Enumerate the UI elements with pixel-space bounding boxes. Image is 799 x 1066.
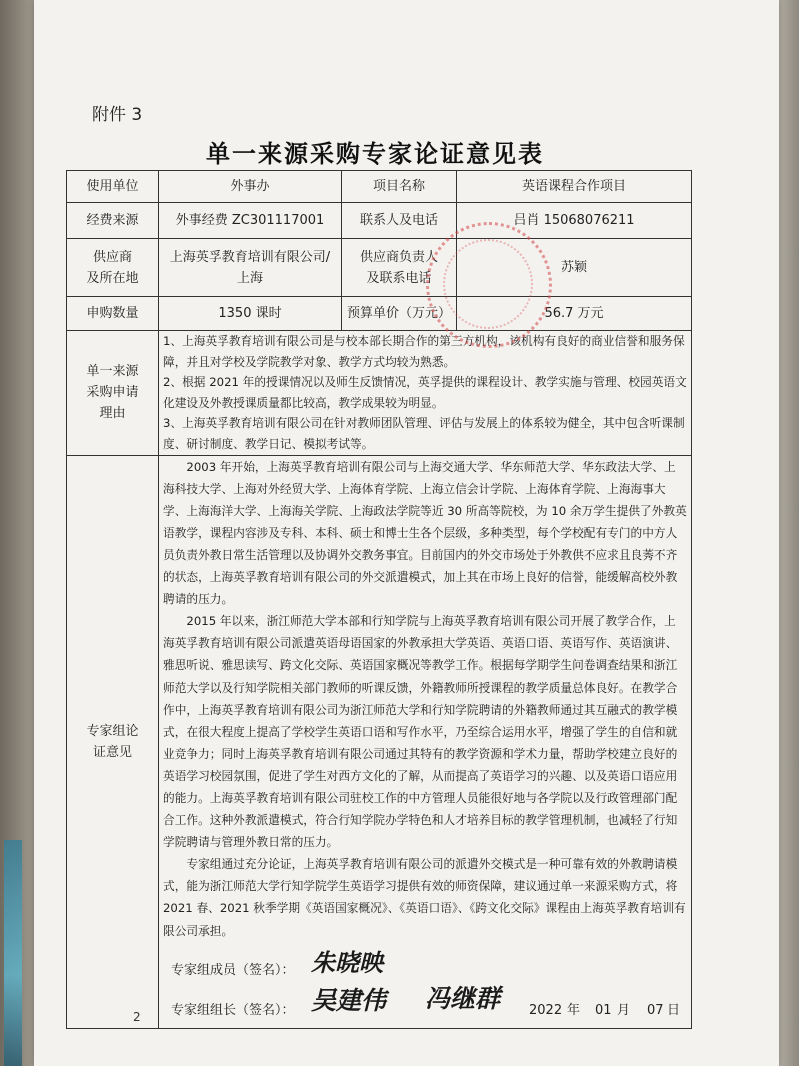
- background-object: [4, 840, 22, 1066]
- supplier-label-line1: 供应商: [92, 249, 132, 265]
- expert-label-line2: 证意见: [92, 744, 132, 760]
- date-day: 07: [647, 1002, 664, 1018]
- expert-paragraph-3: 专家组通过充分论证，上海英孚教育培训有限公司的派遣外交模式是一种可靠有效的外教聘请模式，能为浙江师范大学行知学院学生英语学习提供有效的师资保障，建议通过单一来源采购方式，将 2021 春、2021 秋季学期《英语国家概况》、《英语口语》、《跨文化交际》课程由上海英孚教育培训有限公司承担。: [163, 857, 686, 938]
- leader-signature-line: [163, 983, 687, 1028]
- reason-content: [159, 331, 692, 456]
- contact-label: 联系人及电话: [342, 203, 457, 239]
- supplier-value: [159, 239, 342, 297]
- row-supplier: [67, 239, 692, 297]
- qty-label: 申购数量: [67, 297, 159, 331]
- supplier-value-line2: 上海: [236, 270, 263, 286]
- expert-paragraph-2: 2015 年以来，浙江师范大学本部和行知学院与上海英孚教育培训有限公司开展了教学合作，上海英孚教育培训有限公司派遣英语母语国家的外教承担大学英语、英语口语、英语写作、英语演讲、雅思听说、雅思读写、跨文化交际、英语国家概况等教学工作。根据每学期学生问卷调查结果和浙江师范大学以及行知学院相关部门教师的听课反馈，外籍教师所授课程的教学质量总体良好。在教学合作中，上海英孚教育培训有限公司为浙江师范大学和行知学院聘请的外籍教师通过其互融式的教学模式，在很大程度上提高了学校学生英语口语和写作水平，乃至综合运用水平，增强了学生的自信和就业竞争力；同时上海英孚教育培训有限公司通过其特有的教学资源和学术力量，帮助学校建立良好的英语学习校园氛围，促进了学生对西方文化的了解，从而提高了英语学习的兴趣、以及英语口语应用的能力。上海英孚教育培训有限公司驻校工作的中方管理人员能很好地与各学院以及行政管理部门配合工作。这种外教派遣模式，符合行知学院办学特色和人才培养目标的教学管理机制，也减轻了行知学院聘请与管理外教日常的压力。: [163, 614, 678, 850]
- fund-label: 经费来源: [67, 203, 159, 239]
- supplier-value-line1: 上海英孚教育培训有限公司/: [169, 249, 331, 265]
- expert-paragraph-1: 2003 年开始，上海英孚教育培训有限公司与上海交通大学、华东师范大学、华东政法大学、上海科技大学、上海对外经贸大学、上海体育学院、上海立信会计学院、上海体育学院、上海海事大学、上海海洋大学、上海海关学院、上海政法学院等近 30 所高等院校，为 10 余万学生提供了外教英语教学，课程内容涉及专科、本科、硕士和博士生各个层级，多种类型，每个学校配有专门的中方人员负责外教日常生活管理以及协调外交教务事宜。目前国内的外交市场处于外教供不应求且良莠不齐的状态，上海英孚教育培训有限公司的外交派遣模式，加上其在市场上良好的信誉，能缓解高校外教聘请的压力。: [163, 459, 687, 607]
- row-fund: [67, 203, 692, 239]
- members-signature-line: [163, 948, 687, 988]
- supplier-head-label-line2: 及联系电话: [366, 270, 432, 286]
- reason-label-line2: 采购申请: [86, 385, 139, 401]
- date-month-unit: 月: [617, 1002, 631, 1018]
- supplier-label-line2: 及所在地: [86, 270, 139, 286]
- date-year: 2022: [529, 1002, 563, 1018]
- leader-label: 专家组组长（签名）：: [171, 1002, 295, 1018]
- page-number: 2: [133, 1010, 141, 1024]
- row-unit: [67, 171, 692, 203]
- attachment-label: 附件 3: [92, 105, 143, 125]
- members-label: 专家组成员（签名）：: [171, 962, 295, 978]
- contact-value: 吕肖 15068076211: [457, 203, 692, 239]
- row-quantity: [67, 297, 692, 331]
- project-value: 英语课程合作项目: [457, 171, 692, 203]
- row-expert: [67, 455, 692, 1028]
- price-label: 预算单价（万元）: [342, 297, 457, 331]
- price-value: 56.7 万元: [457, 297, 692, 331]
- supplier-head-label-line1: 供应商负责人: [359, 249, 438, 265]
- leader-signature-2: 冯继群: [425, 983, 501, 1013]
- date-month: 01: [595, 1002, 612, 1018]
- expert-content: [159, 455, 692, 1028]
- reason-item-2: 2、根据 2021 年的授课情况以及师生反馈情况，英孚提供的课程设计、教学实施与管理、校园英语文化建设及外教授课质量都比较高，教学成果较为明显。: [163, 375, 687, 410]
- supplier-head-value: 苏颖: [457, 239, 692, 297]
- reason-item-3: 3、上海英孚教育培训有限公司在针对教师团队管理、评估与发展上的体系较为健全，其中包含听课制度、研讨制度、教学日记、模拟考试等。: [163, 416, 685, 451]
- qty-value: 1350 课时: [159, 297, 342, 331]
- unit-value: 外事办: [159, 171, 342, 203]
- reason-label-line3: 理由: [99, 406, 126, 422]
- project-label: 项目名称: [342, 171, 457, 203]
- leader-signature-1: 吴建伟: [311, 985, 387, 1015]
- reason-item-1: 1、上海英孚教育培训有限公司是与校本部长期合作的第三方机构，该机构有良好的商业信誉和服务保障，并且对学校及学院教学对象、教学方式均较为熟悉。: [163, 334, 685, 369]
- members-signature: 朱晓映: [311, 947, 383, 977]
- supplier-label: [67, 239, 159, 297]
- supplier-head-label: [342, 239, 457, 297]
- reason-label: [67, 331, 159, 456]
- unit-label: 使用单位: [67, 171, 159, 203]
- date-day-unit: 日: [667, 1002, 681, 1018]
- reason-label-line1: 单一来源: [86, 364, 139, 380]
- document-title: 单一来源采购专家论证意见表: [206, 139, 544, 168]
- date-year-unit: 年: [567, 1002, 581, 1018]
- fund-value: 外事经费 ZC301117001: [159, 203, 342, 239]
- row-reason: [67, 331, 692, 456]
- application-form: [66, 170, 692, 1029]
- expert-label: [67, 455, 159, 1028]
- expert-label-line1: 专家组论: [86, 723, 139, 739]
